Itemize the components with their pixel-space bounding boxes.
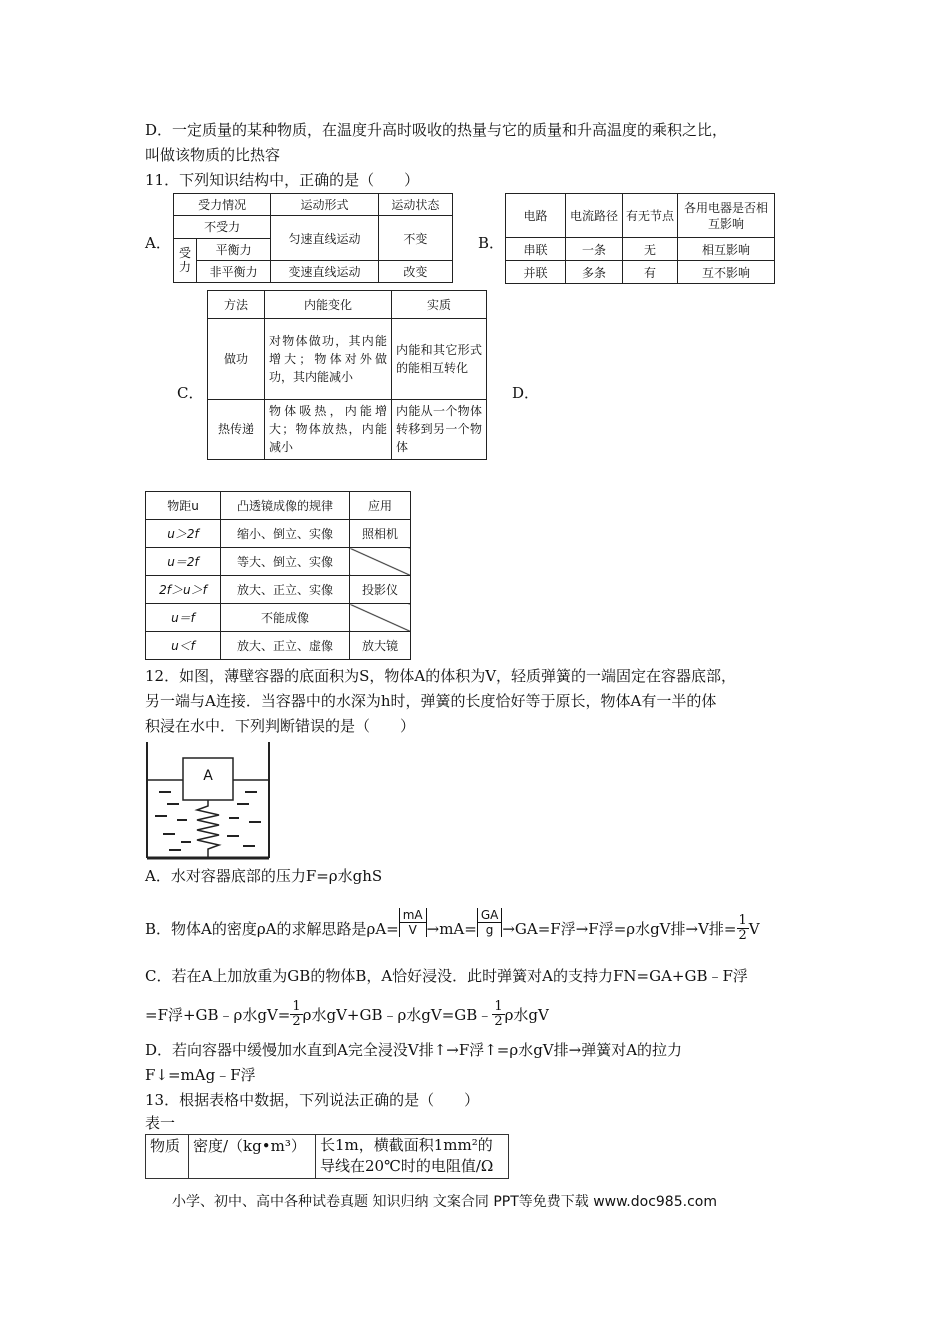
table-a-cell: 不受力: [174, 216, 271, 238]
table-d-cell: u＝f: [146, 604, 221, 632]
q10-option-d-line2: 叫做该物质的比热容: [145, 146, 281, 164]
table-b-header: 有无节点: [623, 194, 678, 238]
table-b-header: 电路: [506, 194, 566, 238]
fraction-denominator: g: [485, 923, 494, 937]
fraction-numerator: 1: [292, 999, 301, 1014]
fraction-denominator: V: [408, 923, 417, 937]
table-d-cell: 放大镜: [350, 632, 411, 660]
q12-stem-line2: 另一端与A连接．当容器中的水深为h时，弹簧的长度恰好等于原长，物体A有一半的体: [145, 692, 717, 710]
q12-option-d-line2: F↓=mAg﹣F浮: [145, 1066, 256, 1084]
q11-label-c: C．: [177, 384, 204, 402]
table-c-cell: 物体吸热，内能增大；物体放热，内能减小: [265, 399, 392, 459]
table-c-header: 方法: [208, 291, 265, 319]
table-a-cell: 不变: [378, 216, 452, 261]
table-d-header: 应用: [350, 492, 411, 520]
q12-option-b-mid: →mA=: [426, 919, 477, 938]
q12-option-b: [145, 908, 760, 943]
table-c-cell: 热传递: [208, 399, 265, 459]
table-b-cell: 相互影响: [678, 238, 775, 261]
q12-option-c-line2: [145, 1000, 549, 1029]
q11-label-b: B．: [478, 234, 505, 252]
table-a-cell: 非平衡力: [197, 260, 271, 282]
table-d-cell: 投影仪: [350, 576, 411, 604]
block-a-label: A: [203, 768, 213, 784]
q11-stem: 11．下列知识结构中，正确的是（ ）: [145, 171, 420, 189]
q13-table-header-line1: 长1m，横截面积1mm²的: [320, 1136, 493, 1154]
table-d-cell: 不能成像: [221, 604, 350, 632]
q12-option-c-line1: C．若在A上加放重为GB的物体B，A恰好浸没．此时弹簧对A的支持力FN=GA+GB﹣F浮: [145, 967, 748, 985]
fraction-half: [290, 1000, 302, 1029]
table-d-cell: 2f＞u＞f: [146, 576, 221, 604]
table-a-cell: 匀速直线运动: [271, 216, 379, 261]
table-d-cell: u＜f: [146, 632, 221, 660]
fraction-denominator: 2: [494, 1014, 503, 1029]
q13-table-header: 密度/（kg•m³）: [189, 1135, 316, 1179]
q12-option-c-part3: ρ水gV: [504, 1005, 549, 1024]
container-spring-figure: [145, 742, 271, 860]
q13-table-header: 物质: [146, 1135, 189, 1179]
q12-option-b-prefix: B．物体A的密度ρA的求解思路是ρA=: [145, 919, 399, 938]
table-d-header: 物距u: [146, 492, 221, 520]
q13-table-header-line2: 导线在20℃时的电阻值/Ω: [320, 1157, 494, 1175]
table-b-cell: 并联: [506, 261, 566, 284]
table-c-cell: 内能从一个物体转移到另一个物体: [392, 399, 487, 459]
table-b-header: 电流路径: [566, 194, 623, 238]
q12-stem-line1: 12．如图，薄壁容器的底面积为S，物体A的体积为V，轻质弹簧的一端固定在容器底部，: [145, 667, 737, 685]
table-c-cell: 对物体做功，其内能增大；物体对外做功，其内能减小: [265, 319, 392, 399]
table-b-header: 各用电器是否相互影响: [678, 194, 775, 238]
table-d-cell: 照相机: [350, 520, 411, 548]
fraction-numerator: GA: [478, 908, 502, 923]
q11-table-b: [505, 193, 775, 284]
table-b-cell: 多条: [566, 261, 623, 284]
figure-svg: [145, 742, 271, 860]
table-b-cell: 无: [623, 238, 678, 261]
fraction-numerator: mA: [400, 908, 426, 923]
q12-option-b-end: V: [748, 919, 760, 938]
table-d-cell: u＝2f: [146, 548, 221, 576]
q11-label-a: A．: [145, 234, 171, 252]
q13-table-title: 表一: [145, 1114, 176, 1132]
q12-option-d-line1: D．若向容器中缓慢加水直到A完全浸没V排↑→F浮↑=ρ水gV排→弹簧对A的拉力: [145, 1041, 683, 1059]
table-d-header: 凸透镜成像的规律: [221, 492, 350, 520]
table-b-cell: 互不影响: [678, 261, 775, 284]
q13-table-header: [316, 1135, 509, 1179]
page-footer: 小学、初中、高中各种试卷真题 知识归纳 文案合同 PPT等免费下载 www.doc985.com: [172, 1194, 717, 1210]
q11-table-c: [207, 290, 487, 460]
fraction-half: [492, 1000, 504, 1029]
table-a-header: 受力情况: [174, 194, 271, 216]
q12-option-a: A．水对容器底部的压力F=ρ水ghS: [145, 867, 383, 885]
table-d-cell: 放大、正立、实像: [221, 576, 350, 604]
q11-label-d: D．: [512, 384, 540, 402]
fraction-ma-v: [399, 908, 427, 937]
fraction-ga-g: [477, 908, 503, 937]
q13-table: [145, 1134, 509, 1179]
table-a-side-label: 受力: [174, 238, 197, 283]
table-a-header: 运动形式: [271, 194, 379, 216]
q12-option-c-part2: ρ水gV+GB﹣ρ水gV=GB﹣: [302, 1005, 493, 1024]
table-d-cell: u＞2f: [146, 520, 221, 548]
table-d-diagonal-cell: [350, 604, 411, 632]
table-c-cell: 内能和其它形式的能相互转化: [392, 319, 487, 399]
fraction-numerator: 1: [494, 999, 503, 1014]
table-c-cell: 做功: [208, 319, 265, 399]
table-a-cell: 变速直线运动: [271, 260, 379, 282]
fraction-numerator: 1: [738, 913, 747, 928]
table-d-cell: 放大、正立、虚像: [221, 632, 350, 660]
table-a-cell: 平衡力: [197, 238, 271, 260]
table-b-cell: 有: [623, 261, 678, 284]
q11-table-a: [173, 193, 453, 283]
table-d-cell: 等大、倒立、实像: [221, 548, 350, 576]
table-b-cell: 一条: [566, 238, 623, 261]
table-a-cell: 改变: [378, 260, 452, 282]
q12-stem-line3: 积浸在水中．下列判断错误的是（ ）: [145, 717, 416, 735]
table-d-diagonal-cell: [350, 548, 411, 576]
fraction-denominator: 2: [292, 1014, 301, 1029]
q12-option-b-tail: →GA=F浮→F浮=ρ水gV排→V排=: [502, 919, 737, 938]
q12-option-c-part1: =F浮+GB﹣ρ水gV=: [145, 1005, 291, 1024]
table-b-cell: 串联: [506, 238, 566, 261]
q10-option-d-line1: D．一定质量的某种物质，在温度升高时吸收的热量与它的质量和升高温度的乘积之比，: [145, 121, 728, 139]
fraction-half: [737, 914, 749, 943]
table-d-cell: 缩小、倒立、实像: [221, 520, 350, 548]
q11-table-d: [145, 491, 411, 660]
q13-stem: 13．根据表格中数据，下列说法正确的是（ ）: [145, 1091, 480, 1109]
table-c-header: 内能变化: [265, 291, 392, 319]
table-c-header: 实质: [392, 291, 487, 319]
table-a-header: 运动状态: [378, 194, 452, 216]
fraction-denominator: 2: [738, 928, 747, 943]
